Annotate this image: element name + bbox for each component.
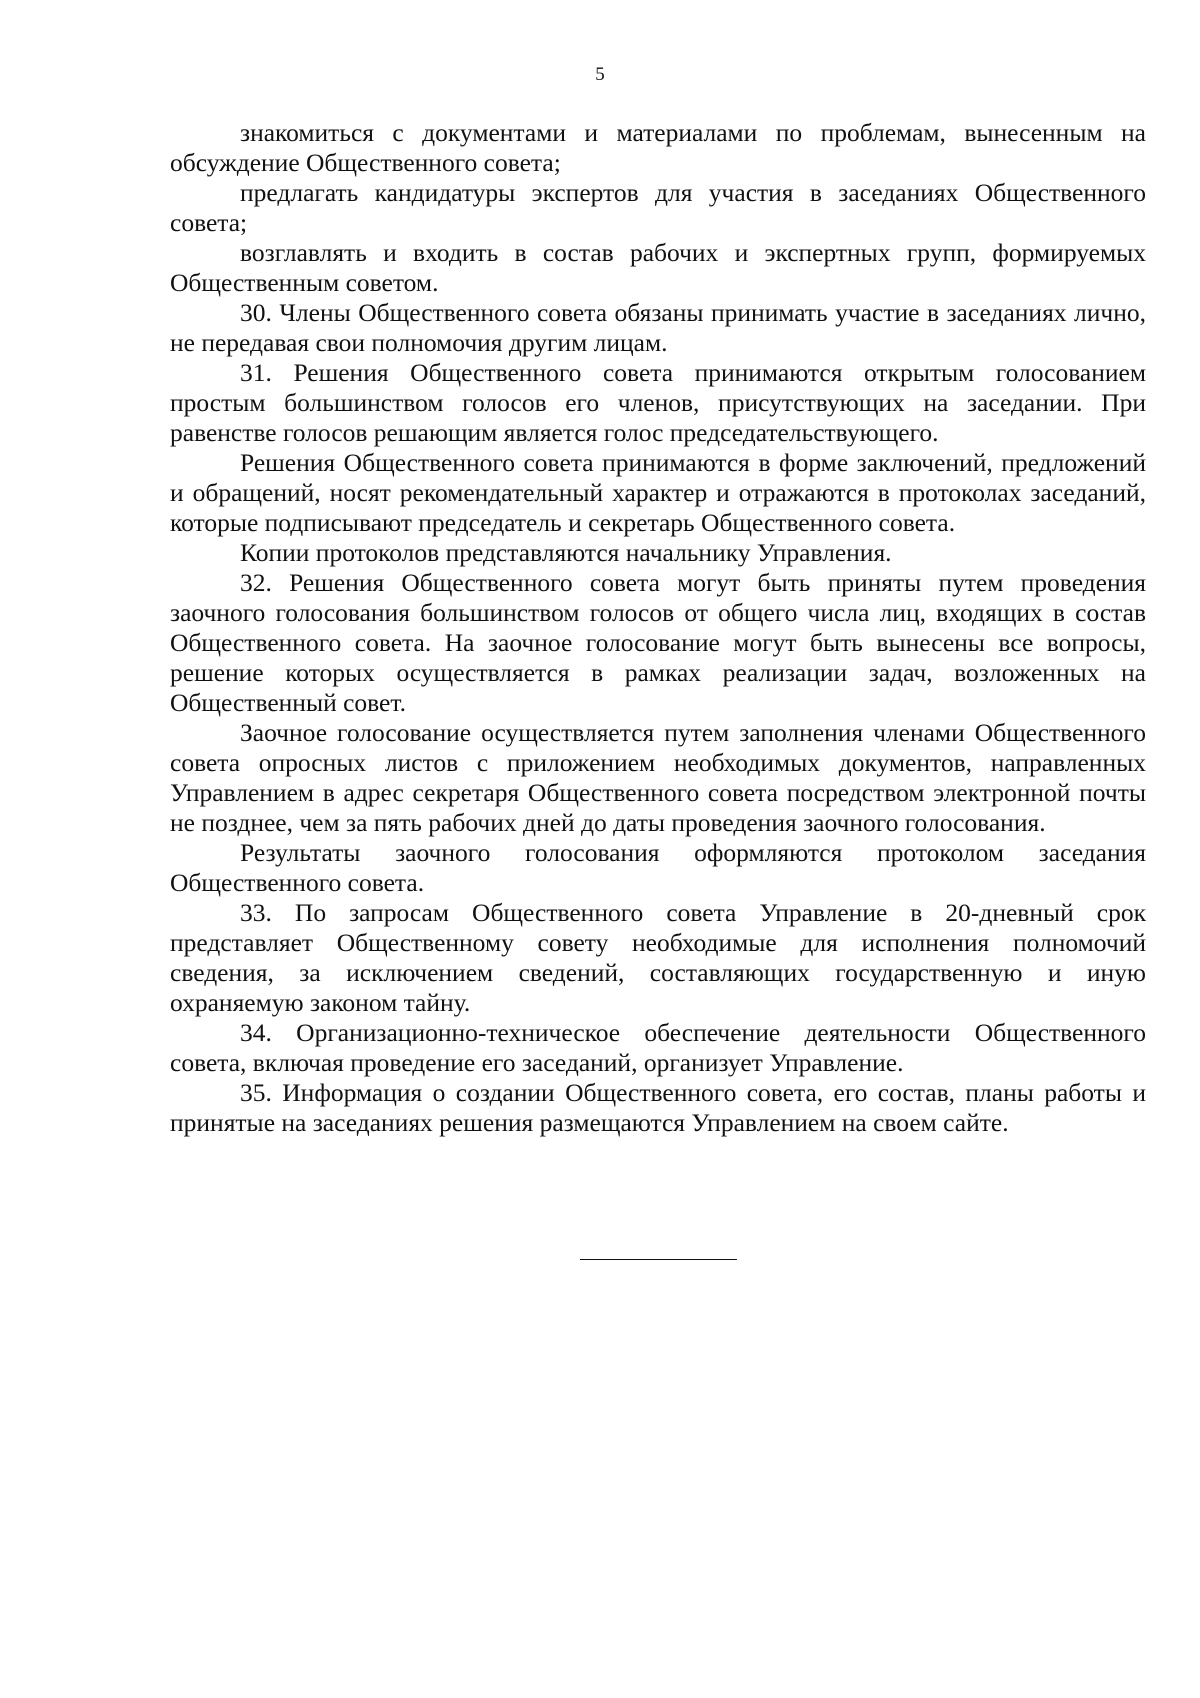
end-divider bbox=[580, 1259, 737, 1260]
document-body bbox=[170, 118, 1146, 1138]
paragraph: знакомиться с документами и материалами по проблемам, вынесенным на обсуждение Общественного совета; bbox=[170, 118, 1146, 177]
paragraph: возглавлять и входить в состав рабочих и экспертных групп, формируемых Общественным советом. bbox=[170, 238, 1146, 297]
paragraph-item-32: 32. Решения Общественного совета могут быть приняты путем проведения заочного голосования большинством голосов от общего числа лиц, входящих в состав Общественного совета. На заочное голосование могут быть вынесены все вопросы, решение которых осуществляется в рамках реализации задач, возложенных на Общественный совет. bbox=[170, 568, 1146, 717]
paragraph: предлагать кандидатуры экспертов для участия в заседаниях Общественного совета; bbox=[170, 178, 1146, 237]
paragraph-item-35: 35. Информация о создании Общественного совета, его состав, планы работы и принятые на заседаниях решения размещаются Управлением на своем сайте. bbox=[170, 1078, 1146, 1137]
paragraph-item-33: 33. По запросам Общественного совета Управление в 20-дневный срок представляет Общественному совету необходимые для исполнения полномочий сведения, за исключением сведений, составляющих государственную и иную охраняемую законом тайну. bbox=[170, 898, 1146, 1017]
paragraph: Результаты заочного голосования оформляются протоколом заседания Общественного совета. bbox=[170, 838, 1146, 897]
paragraph-item-30: 30. Члены Общественного совета обязаны принимать участие в заседаниях лично, не передавая свои полномочия другим лицам. bbox=[170, 298, 1146, 357]
paragraph: Заочное голосование осуществляется путем заполнения членами Общественного совета опросных листов с приложением необходимых документов, направленных Управлением в адрес секретаря Общественного совета посредством электронной почты не позднее, чем за пять рабочих дней до даты проведения заочного голосования. bbox=[170, 718, 1146, 837]
page-number: 5 bbox=[595, 64, 605, 85]
paragraph: Копии протоколов представляются начальнику Управления. bbox=[240, 538, 892, 567]
paragraph-item-31: 31. Решения Общественного совета принимаются открытым голосованием простым большинством голосов его членов, присутствующих на заседании. При равенстве голосов решающим является голос председательствующего. bbox=[170, 358, 1146, 447]
paragraph: Решения Общественного совета принимаются в форме заключений, предложений и обращений, носят рекомендательный характер и отражаются в протоколах заседаний, которые подписывают председатель и секретарь Общественного совета. bbox=[170, 448, 1146, 537]
paragraph-item-34: 34. Организационно-техническое обеспечение деятельности Общественного совета, включая проведение его заседаний, организует Управление. bbox=[170, 1018, 1146, 1077]
